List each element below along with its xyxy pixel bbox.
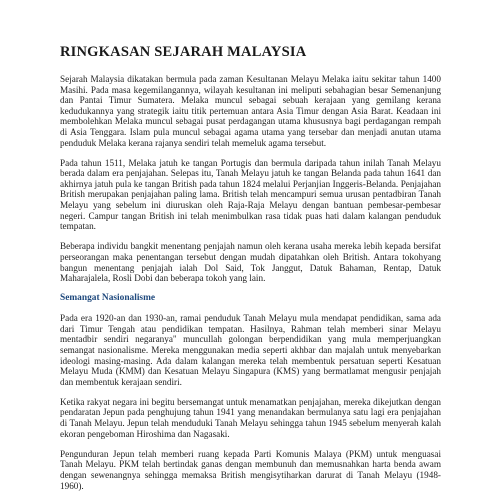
document-title: RINGKASAN SEJARAH MALAYSIA bbox=[60, 44, 307, 60]
paragraph-penjajahan: Pada tahun 1511, Melaka jatuh ke tangan Portugis dan bermula daripada tahun inilah Tanah Melayu berada dalam era penjajahan. Selepas itu, Tanah Melayu jatuh ke tangan Belanda pada tahun 1641 dan akhirnya jatuh pula ke tangan British pada tahun 1824 melalui Perjanjian Inggeris-Belanda. Penjajahan British merupakan penjajahan paling lama. British telah mencampuri semua urusan pentadbiran Tanah Melayu yang sebelum ini diuruskan oleh Raja-Raja Melayu dengan bantuan pembesar-pembesar negeri. Campur tangan British ini telah menimbulkan rasa tidak puas hati dalam kalangan penduduk tempatan. bbox=[60, 157, 441, 232]
paragraph-pkm: Pengunduran Jepun telah memberi ruang kepada Parti Komunis Malaya (PKM) untuk menguasai Tanah Melayu. PKM telah bertindak ganas dengan membunuh dan memusnahkan harta benda awam dengan sewenangnya sehingga memaksa British mengisytiharkan darurat di Tanah Melayu (1948-1960). bbox=[60, 448, 441, 491]
paragraph-kesultanan-melaka: Sejarah Malaysia dikatakan bermula pada zaman Kesultanan Melayu Melaka iaitu sekitar tahun 1400 Masihi. Pada masa kegemilangannya, wilayah kesultanan ini meliputi sebahagian besar Semenanjung dan Pantai Timur Sumatera. Melaka muncul sebagai sebuah kerajaan yang gemilang kerana kedudukannya yang strategik iaitu titik pertemuan antara Asia Timur dengan Asia Barat. Keadaan ini membolehkan Melaka muncul sebagai pusat perdagangan utama khususnya bagi perdagangan rempah di Asia Tenggara. Islam pula muncul sebagai agama utama yang tersebar dan menjadi anutan utama penduduk Melaka kerana rajanya sendiri telah memeluk agama tersebut. bbox=[60, 74, 441, 148]
section-heading-nasionalisme: Semangat Nasionalisme bbox=[60, 293, 156, 304]
paragraph-jepun: Ketika rakyat negara ini begitu bersemangat untuk menamatkan penjajahan, mereka dikejutkan dengan pendaratan Jepun pada penghujung tahun 1941 yang menandakan bermulanya satu lagi era penjajahan di Tanah Melayu. Jepun telah menduduki Tanah Melayu sehingga tahun 1945 sebelum menyerah kalah ekoran pengeboman Hiroshima dan Nagasaki. bbox=[60, 396, 441, 439]
paragraph-pendidikan: Pada era 1920-an dan 1930-an, ramai penduduk Tanah Melayu mula mendapat pendidikan, sama ada dari Timur Tengah atau pendidikan tempatan. Hasilnya, Rahman telah memberi sinar Melayu mentadbir sendiri negaranya" muncullah golongan berpendidikan yang mula memperjuangkan semangat nasionalisme. Mereka menggunakan media seperti akhbar dan majalah untuk menyebarkan ideologi masing-masing. Ada dalam kalangan mereka telah membentuk persatuan seperti Kesatuan Melayu Muda (KMM) dan Kesatuan Melayu Singapura (KMS) yang bermatlamat mengusir penjajah dan membentuk kerajaan sendiri. bbox=[60, 313, 441, 387]
paragraph-penentangan: Beberapa individu bangkit menentang penjajah namun oleh kerana usaha mereka lebih kepada bersifat perseorangan maka penentangan tersebut dengan mudah dipatahkan oleh British. Antara tokohyang bangun menentang penjajah ialah Dol Said, Tok Janggut, Datuk Bahaman, Rentap, Datuk Maharajalela, Rosli Dobi dan beberapa tokoh yang lain. bbox=[60, 241, 441, 284]
